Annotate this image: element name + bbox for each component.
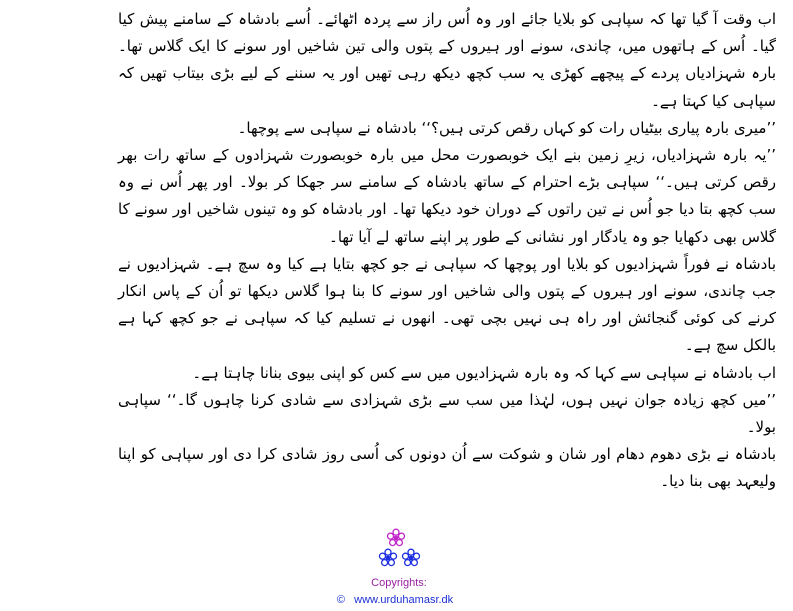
paragraph: ’’یہ بارہ شہزادیاں، زیرِ زمین بنے ایک خوبصورت محل میں بارہ خوبصورت شہزادوں کے ساتھ رات بھر رقص کرتی ہیں۔‘‘ سپاہی بڑے احترام کے ساتھ بادشاہ کے سامنے سر جھکا کر بولا۔ اور پھر اُس نے وہ سب کچھ بتا دیا جو اُس نے تین راتوں کے دوران خود دیکھا تھا۔ اور بادشاہ کو وہ تینوں شاخیں اور سونے کا گلاس بھی دکھایا جو وہ یادگار اور نشانی کے طور پر اپنے ساتھ لے آیا تھا۔	[118, 146, 776, 246]
copyright-label: Copyrights:	[371, 577, 427, 589]
paragraph: ’’میں کچھ زیادہ جوان نہیں ہوں، لہٰذا میں سب سے بڑی شہزادی سے شادی کرنا چاہوں گا۔‘‘ سپاہی بولا۔	[118, 390, 776, 437]
paragraph: اب بادشاہ نے سپاہی سے کہا کہ وہ بارہ شہزادیوں میں سے کس کو اپنی بیوی بنانا چاہتا ہے۔	[192, 363, 776, 382]
footer	[300, 528, 490, 607]
paragraph: بادشاہ نے بڑی دھوم دھام اور شان و شوکت سے اُن دونوں کی اُسی روز شادی کرا دی اور سپاہی کو اپنا ولیعہد بھی بنا دیا۔	[118, 445, 776, 491]
ornament-row	[308, 548, 490, 568]
flower-icon	[401, 548, 421, 568]
copyright-line	[300, 593, 490, 607]
paragraph: بادشاہ نے فوراً شہزادیوں کو بلایا اور پوچھا کہ سپاہی نے جو کچھ بتایا ہے کیا وہ سچ ہے۔ شہزادیوں نے جب چاندی، سونے اور ہیروں کے پتوں والی شاخیں اور سونے کا بنا ہوا گلاس دیکھا تو اُن کے پاس انکار کرنے کی کوئی گنجائش اور راہ ہی نہیں بچی تھی۔ انھوں نے تسلیم کیا کہ سپاہی نے جو کچھ کہا ہے بالکل سچ ہے۔	[118, 254, 776, 355]
copyright-symbol: ©	[336, 594, 345, 606]
website-link[interactable]: www.urduhamasr.dk	[354, 594, 454, 606]
story-text	[118, 6, 776, 496]
paragraph: اب وقت آ گیا تھا کہ سپاہی کو بلایا جائے اور وہ اُس راز سے پردہ اٹھائے۔ اُسے بادشاہ کے سامنے پیش کیا گیا۔ اُس کے ہاتھوں میں، چاندی، سونے اور ہیروں کے پتوں والی تین شاخیں اور سونے کا ایک گلاس تھا۔ بارہ شہزادیاں پردے کے پیچھے کھڑی یہ سب کچھ دیکھ رہی تھیں اور یہ سننے کے لیے بڑی بیتاب تھیں کہ سپاہی کیا کہتا ہے۔	[118, 10, 776, 110]
flower-icon	[378, 548, 398, 568]
flower-icon	[386, 528, 406, 548]
paragraph: ’’میری بارہ پیاری بیٹیاں رات کو کہاں رقص کرتی ہیں؟‘‘ بادشاہ نے سپاہی سے پوچھا۔	[237, 118, 776, 137]
